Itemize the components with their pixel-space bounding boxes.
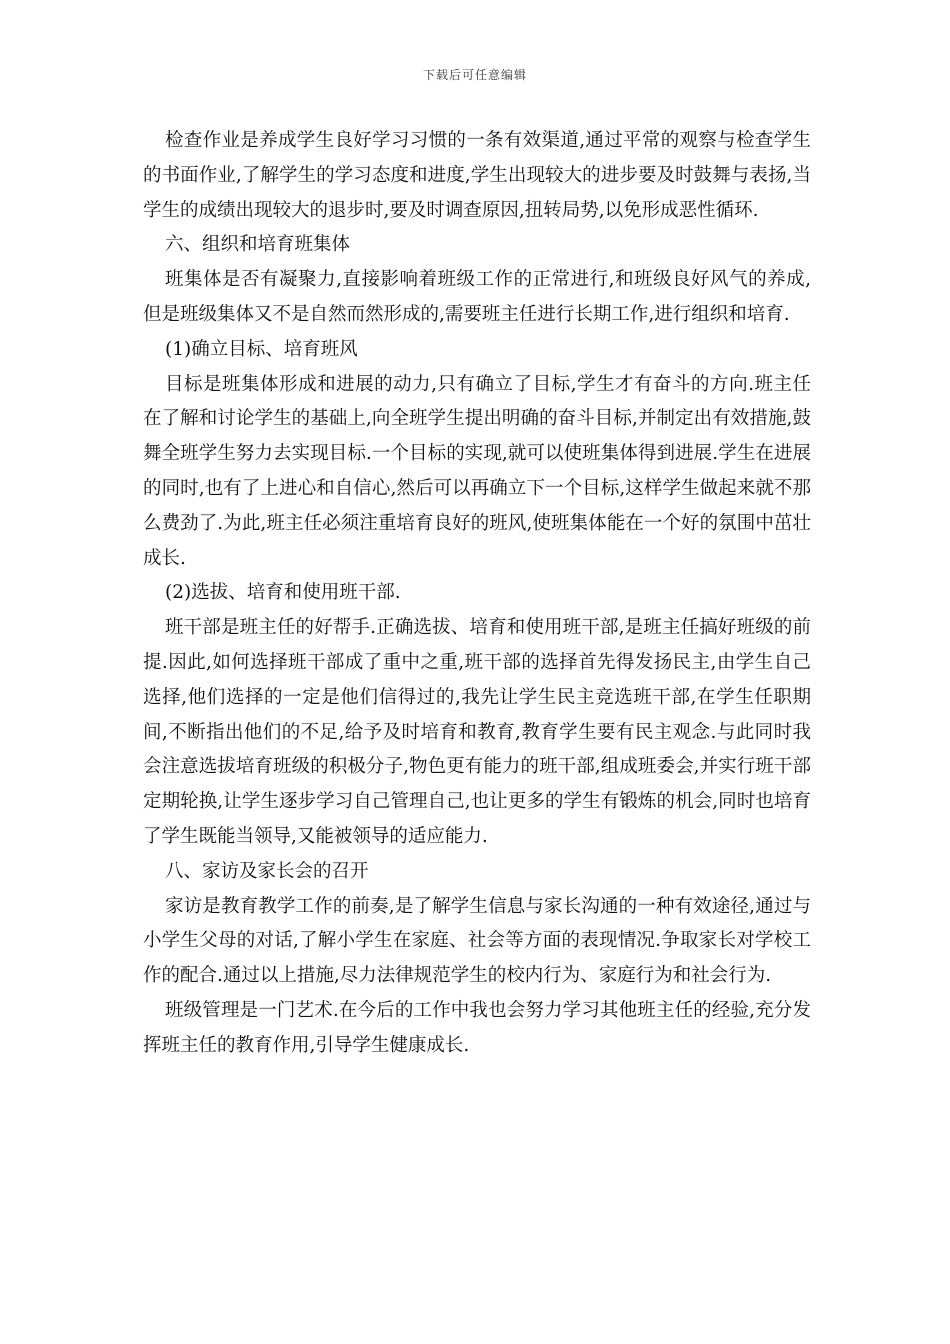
paragraph-conclusion: 班级管理是一门艺术.在今后的工作中我也会努力学习其他班主任的经验,充分发挥班主任的教育作用,引导学生健康成长. bbox=[143, 999, 811, 1056]
page-header: 下载后可任意编辑 bbox=[422, 68, 527, 82]
paragraph-class-cohesion: 班集体是否有凝聚力,直接影响着班级工作的正常进行,和班级良好风气的养成,但是班级集体又不是自然而然形成的,需要班主任进行长期工作,进行组织和培育. bbox=[143, 269, 811, 325]
document-body bbox=[143, 124, 811, 1064]
paragraph-class-cadres: 班干部是班主任的好帮手.正确选拔、培育和使用班干部,是班主任搞好班级的前提.因此,如何选择班干部成了重中之重,班干部的选择首先得发扬民主,由学生自己选择,他们选择的一定是他们信得过的,我先让学生民主竞选班干部,在学生任职期间,不断指出他们的不足,给予及时培育和教育,教育学生要有民主观念.与此同时我会注意选拔培育班级的积极分子,物色更有能力的班干部,组成班委会,并实行班干部定期轮换,让学生逐步学习自己管理自己,也让更多的学生有锻炼的机会,同时也培育了学生既能当领导,又能被领导的适应能力. bbox=[143, 617, 811, 847]
paragraph-homework-check: 检查作业是养成学生良好学习习惯的一条有效渠道,通过平常的观察与检查学生的书面作业,了解学生的学习态度和进度,学生出现较大的进步要及时鼓舞与表扬,当学生的成绩出现较大的退步时,要及时调查原因,扭转局势,以免形成恶性循环. bbox=[143, 130, 811, 221]
subheading-class-cadres: (2)选拔、培育和使用班干部. bbox=[165, 582, 401, 604]
paragraph-home-visits: 家访是教育教学工作的前奏,是了解学生信息与家长沟通的一种有效途径,通过与小学生父母的对话,了解小学生在家庭、社会等方面的表现情况.争取家长对学校工作的配合.通过以上措施,尽力法律规范学生的校内行为、家庭行为和社会行为. bbox=[143, 895, 811, 987]
section-heading-eight: 八、家访及家长会的召开 bbox=[165, 860, 369, 882]
subheading-goals: (1)确立目标、培育班风 bbox=[165, 338, 358, 360]
paragraph-goals: 目标是班集体形成和进展的动力,只有确立了目标,学生才有奋斗的方向.班主任在了解和讨论学生的基础上,向全班学生提出明确的奋斗目标,并制定出有效措施,鼓舞全班学生努力去实现目标.一个目标的实现,就可以使班集体得到进展.学生在进展的同时,也有了上进心和自信心,然后可以再确立下一个目标,这样学生做起来就不那么费劲了.为此,班主任必须注重培育良好的班风,使班集体能在一个好的氛围中茁壮成长. bbox=[143, 373, 811, 569]
section-heading-six: 六、组织和培育班集体 bbox=[165, 234, 351, 256]
